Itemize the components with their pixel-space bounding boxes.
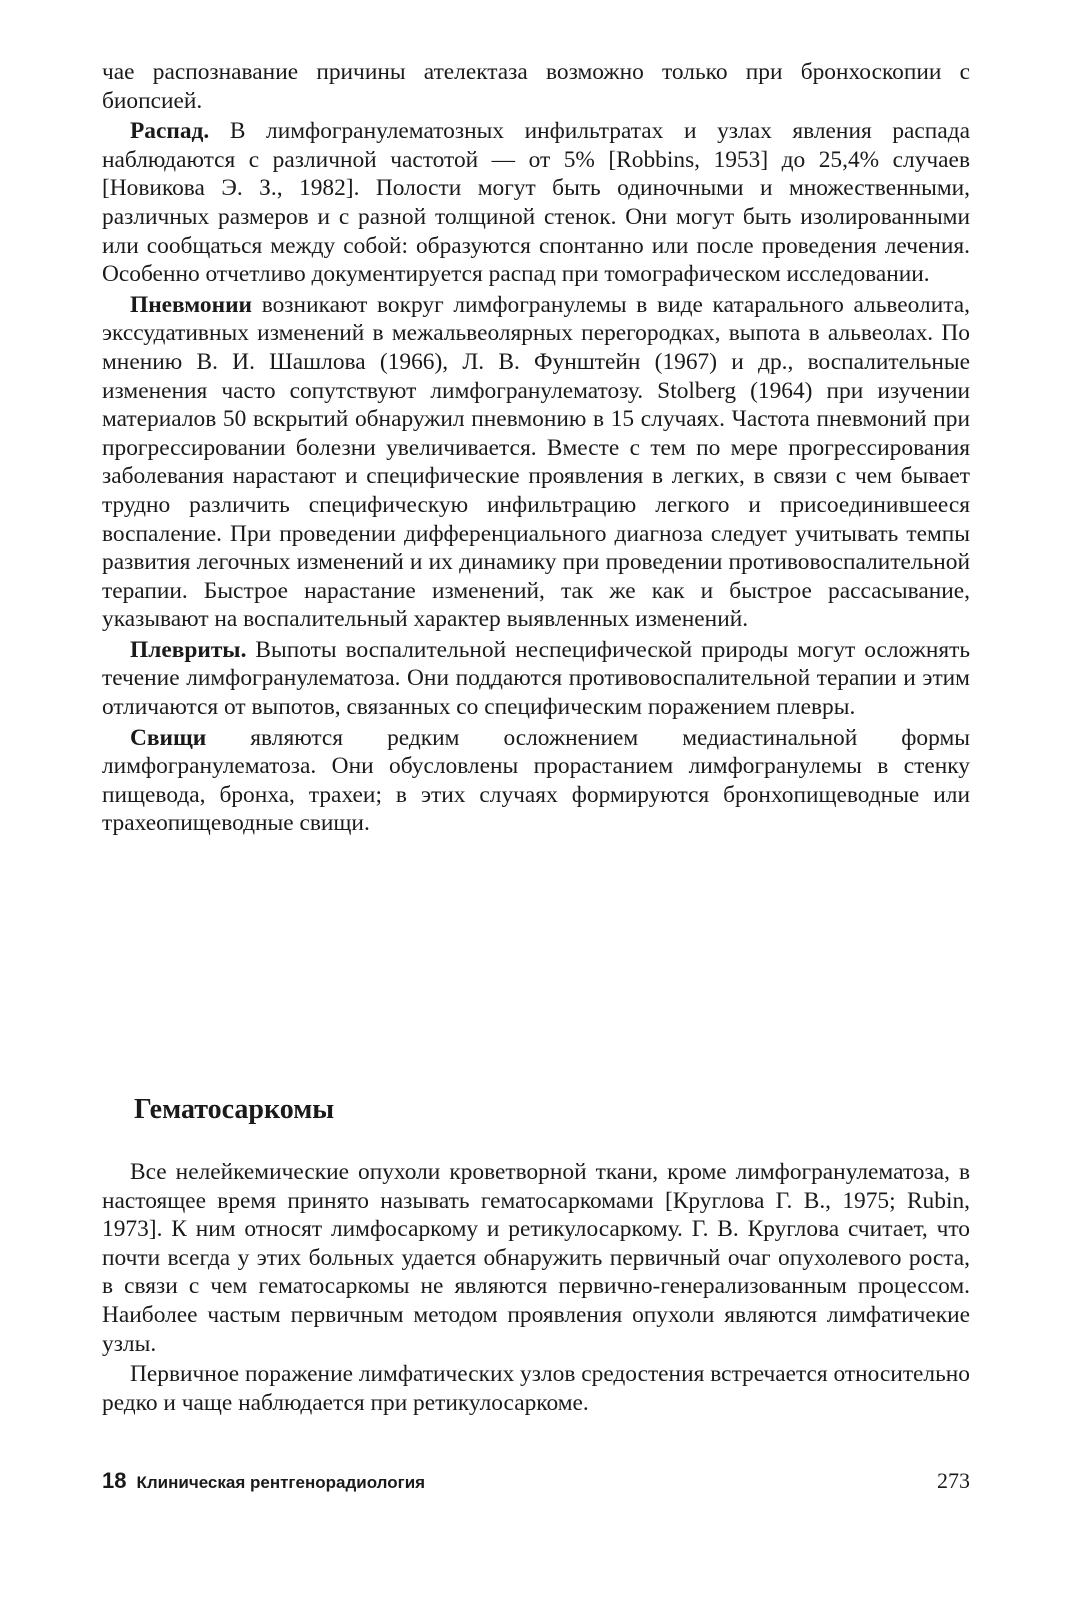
paragraph-text: являются редким осложнением медиастинальной формы лимфогранулематоза. Они обусловлены прорастанием лимфогранулемы в стенку пищевода, бронха, трахеи; в этих случаях формируются бронхопищеводные или трахеопищеводные свищи. bbox=[102, 724, 970, 837]
signature-mark: 18 bbox=[102, 1468, 127, 1493]
paragraph-mediastinum bbox=[102, 1360, 970, 1417]
paragraph-lead: Пневмонии bbox=[130, 291, 253, 318]
paragraph-hematosarcoma-intro bbox=[102, 1158, 970, 1358]
paragraph-lead: Плевриты. bbox=[130, 636, 247, 663]
paragraph-text: В лимфогранулематозных инфильтратах и узлах явления распада наблюдаются с различной частотой — от 5% [Robbins, 1953] до 25,4% случаев [Новикова Э. З., 1982]. Полости могут быть одиночными и множественными, различных размеров и с разной толщиной стенок. Они могут быть изолированными или сообщаться между собой: образуются спонтанно или после проведения лечения. Особенно отчетливо документируется распад при томографическом исследовании. bbox=[102, 118, 970, 288]
paragraph-text: чае распознавание причины ателектаза возможно только при бронхоскопии с биопсией. bbox=[102, 59, 970, 114]
paragraph-text: возникают вокруг лимфогранулемы в виде катарального альвеолита, экссудативных изменений в межальвеолярных перегородках, выпота в альвеолах. По мнению В. И. Шашлова (1966), Л. В. Фунштейн (1967) и др., воспалительные изменения часто сопутствуют лимфогранулематозу. Stolberg (1964) при изучении материалов 50 вскрытий обнаружил пневмонию в 15 случаях. Частота пневмоний при прогрессировании болезни увеличивается. Вместе с тем по мере прогрессирования заболевания нарастают и специфические проявления в легких, в связи с чем бывает трудно различить специфическую инфильтрацию легкого и присоединившееся воспаление. При проведении дифференциального диагноза следует учитывать темпы развития легочных изменений и их динамику при проведении противовоспалительной терапии. Быстрое нарастание изменений, так же как и быстрое рассасывание, указывают на воспалительный характер выявленных изменений. bbox=[102, 291, 970, 633]
paragraph-text: Все нелейкемические опухоли кроветворной ткани, кроме лимфогранулематоза, в настоящее время принято называть гематосаркомами [Круглова Г. В., 1975; Rubin, 1973]. К ним относят лимфосаркому и ретикулосаркому. Г. В. Круглова считает, что почти всегда у этих больных удается обнаружить первичный очаг опухолевого роста, в связи с чем гематосаркомы не являются первично-генерализованным процессом. Наиболее частым первичным методом проявления опухоли являются лимфатичекие узлы. bbox=[102, 1159, 970, 1357]
paragraph-text: Выпоты воспалительной неспецифической природы могут осложнять течение лимфогранулематоза. Они поддаются противовоспалительной терапии и этим отличаются от выпотов, связанных со специфическим поражением плевры. bbox=[102, 636, 970, 721]
paragraph-lead: Распад. bbox=[130, 118, 210, 145]
book-title: Клиническая рентгенорадиология bbox=[136, 1473, 426, 1492]
paragraph-continuation bbox=[102, 58, 970, 115]
bottom-text-block bbox=[102, 1158, 970, 1419]
paragraph-plevrity bbox=[102, 636, 970, 722]
page-footer bbox=[102, 1468, 970, 1494]
top-text-block bbox=[102, 58, 970, 840]
paragraph-pnevmonii bbox=[102, 291, 970, 634]
paragraph-text: Первичное поражение лимфатических узлов средостения встречается относительно редко и чаще наблюдается при ретикулосаркоме. bbox=[102, 1361, 970, 1416]
paragraph-raspad bbox=[102, 117, 970, 289]
paragraph-lead: Свищи bbox=[130, 724, 207, 751]
paragraph-svishchi bbox=[102, 724, 970, 838]
section-heading: Гематосаркомы bbox=[134, 1094, 335, 1125]
page-number: 273 bbox=[937, 1468, 970, 1493]
